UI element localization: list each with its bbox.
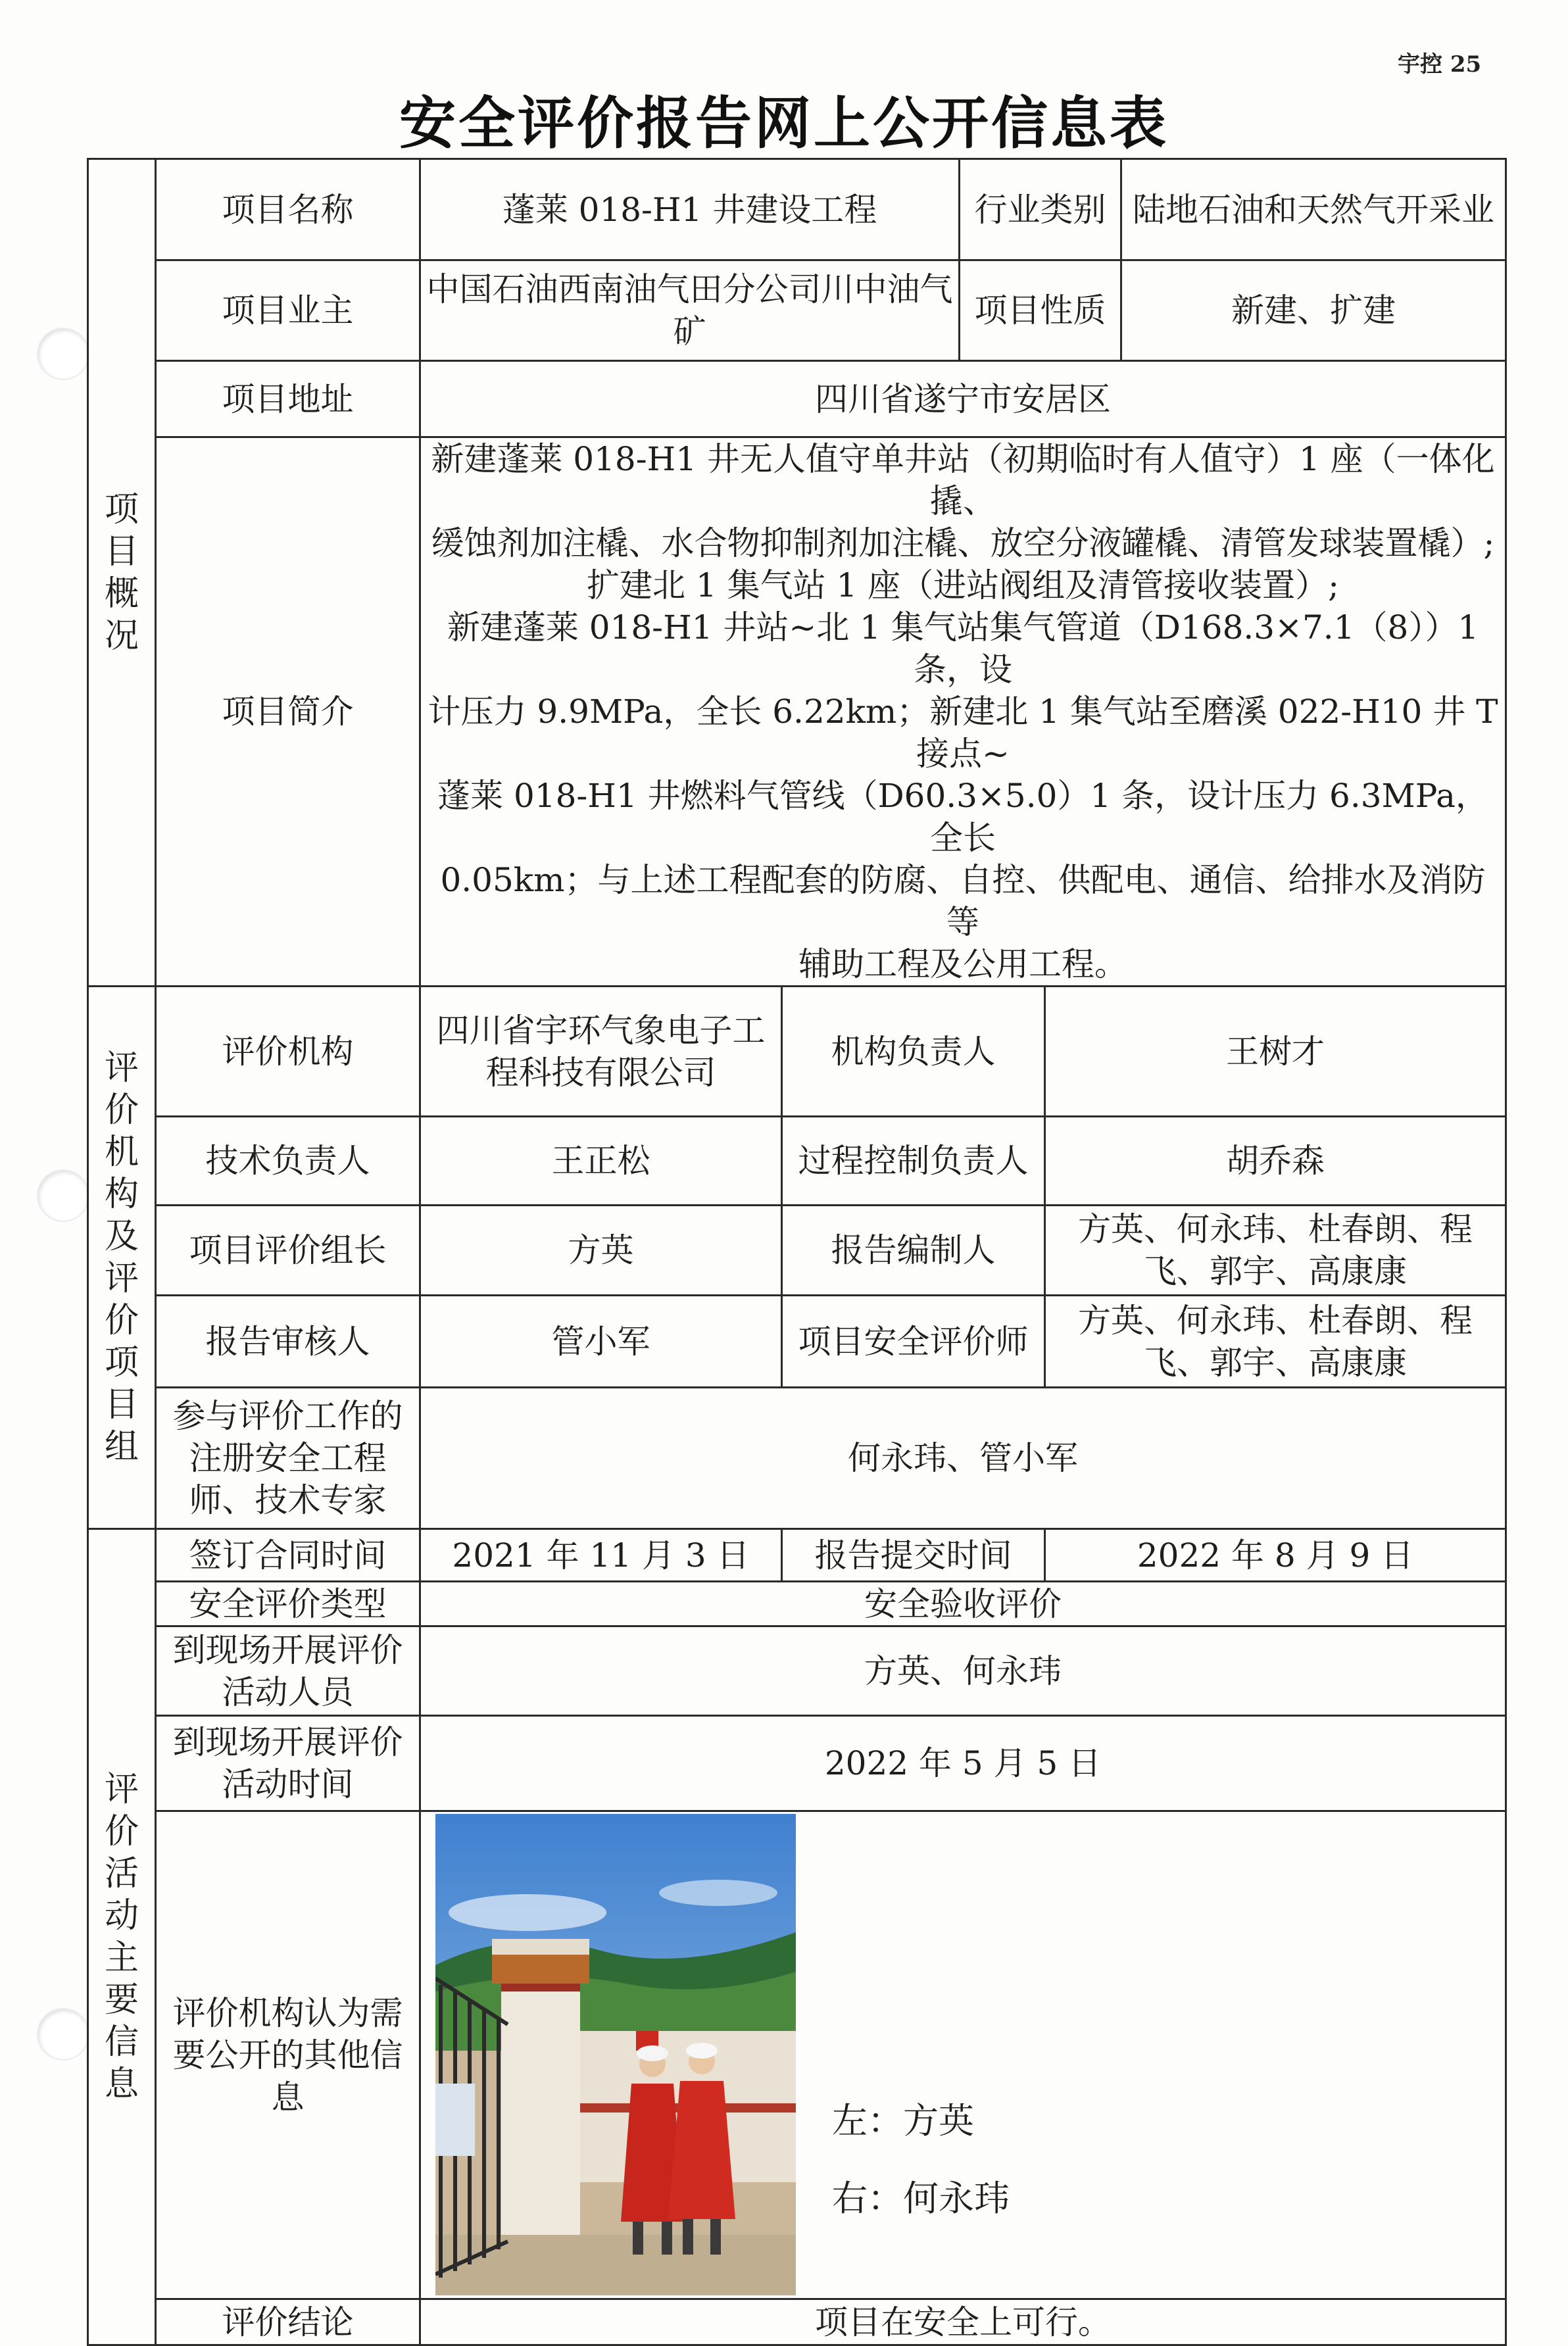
project-address-value: 四川省遂宁市安居区	[420, 361, 1506, 437]
industry-label: 行业类别	[960, 159, 1121, 260]
photo-caption-left: 左：方英	[832, 2100, 974, 2141]
project-address-label: 项目地址	[156, 361, 420, 437]
intro-line: 新建蓬莱 018-H1 井站~北 1 集气站集气管道（D168.3×7.1（8））1 条，设	[447, 608, 1479, 689]
conclusion-value: 项目在安全上可行。	[420, 2299, 1506, 2345]
intro-line: 缓蚀剂加注橇、水合物抑制剂加注橇、放空分液罐橇、清管发球装置橇）;	[431, 524, 1495, 562]
other-info-value	[420, 1811, 1506, 2299]
project-owner-label: 项目业主	[156, 260, 420, 361]
onsite-time-value: 2022 年 5 月 5 日	[420, 1716, 1506, 1811]
project-name-value: 蓬莱 018-H1 井建设工程	[420, 159, 960, 260]
evaluation-type-label: 安全评价类型	[156, 1582, 420, 1626]
onsite-time-label: 到现场开展评价活动时间	[156, 1716, 420, 1811]
team-leader-label: 项目评价组长	[156, 1206, 420, 1296]
submit-date-value: 2022 年 8 月 9 日	[1045, 1529, 1506, 1582]
row-experts	[88, 1388, 1506, 1529]
reviewer-label: 报告审核人	[156, 1296, 420, 1388]
page-title: 安全评价报告网上公开信息表	[399, 90, 1169, 157]
industry-value: 陆地石油和天然气开采业	[1121, 159, 1506, 260]
row-other-info	[88, 1811, 1506, 2299]
intro-line: 蓬莱 018-H1 井燃料气管线（D60.3×5.0）1 条，设计压力 6.3MPa，全长	[437, 777, 1488, 857]
tech-lead-value: 王正松	[420, 1117, 782, 1206]
conclusion-label: 评价结论	[156, 2299, 420, 2345]
agency-head-label: 机构负责人	[782, 987, 1045, 1117]
contract-date-value: 2021 年 11 月 3 日	[420, 1529, 782, 1582]
site-photo	[435, 1814, 796, 2295]
row-project-owner	[88, 260, 1506, 361]
project-nature-value: 新建、扩建	[1121, 260, 1506, 361]
process-control-label: 过程控制负责人	[782, 1117, 1045, 1206]
project-intro-value	[420, 437, 1506, 987]
report-writer-value: 方英、何永玮、杜春朗、程飞、郭宇、高康康	[1045, 1206, 1506, 1296]
photo-caption-right: 右：何永玮	[832, 2178, 1010, 2219]
agency-label: 评价机构	[156, 987, 420, 1117]
row-team-leader	[88, 1206, 1506, 1296]
submit-date-label: 报告提交时间	[782, 1529, 1045, 1582]
agency-head-value: 王树才	[1045, 987, 1506, 1117]
row-evaluation-type	[88, 1582, 1506, 1626]
experts-value: 何永玮、管小军	[420, 1388, 1506, 1529]
other-info-label: 评价机构认为需要公开的其他信息	[156, 1811, 420, 2299]
process-control-value: 胡乔森	[1045, 1117, 1506, 1206]
section-overview-label: 项目概况	[88, 159, 156, 987]
section-org-label: 评价机构及评价项目组	[88, 987, 156, 1529]
agency-value: 四川省宇环气象电子工程科技有限公司	[420, 987, 782, 1117]
disclosure-table	[87, 158, 1507, 2346]
row-onsite-time	[88, 1716, 1506, 1811]
project-owner-value: 中国石油西南油气田分公司川中油气矿	[420, 260, 960, 361]
safety-assessor-value: 方英、何永玮、杜春朗、程飞、郭宇、高康康	[1045, 1296, 1506, 1388]
punch-hole	[38, 2009, 88, 2059]
safety-assessor-label: 项目安全评价师	[782, 1296, 1045, 1388]
row-agency	[88, 987, 1506, 1117]
onsite-people-label: 到现场开展评价活动人员	[156, 1626, 420, 1716]
tech-lead-label: 技术负责人	[156, 1117, 420, 1206]
row-conclusion	[88, 2299, 1506, 2345]
row-reviewer	[88, 1296, 1506, 1388]
team-leader-value: 方英	[420, 1206, 782, 1296]
project-name-label: 项目名称	[156, 159, 420, 260]
intro-line: 计压力 9.9MPa，全长 6.22km；新建北 1 集气站至磨溪 022-H10 井 T 接点~	[428, 693, 1498, 773]
row-project-address	[88, 361, 1506, 437]
intro-line: 扩建北 1 集气站 1 座（进站阀组及清管接收装置）;	[586, 566, 1340, 604]
row-tech-lead	[88, 1117, 1506, 1206]
intro-line: 新建蓬莱 018-H1 井无人值守单井站（初期临时有人值守）1 座（一体化撬、	[431, 440, 1495, 520]
intro-line: 辅助工程及公用工程。	[798, 945, 1127, 983]
document-code: 宇控 25	[1398, 51, 1482, 78]
report-writer-label: 报告编制人	[782, 1206, 1045, 1296]
experts-label: 参与评价工作的注册安全工程师、技术专家	[156, 1388, 420, 1529]
intro-line: 0.05km；与上述工程配套的防腐、自控、供配电、通信、给排水及消防等	[440, 861, 1486, 941]
row-contract-date	[88, 1529, 1506, 1582]
reviewer-value: 管小军	[420, 1296, 782, 1388]
row-onsite-people	[88, 1626, 1506, 1716]
section-activity-label: 评价活动主要信息	[88, 1529, 156, 2345]
row-project-intro	[88, 437, 1506, 987]
onsite-people-value: 方英、何永玮	[420, 1626, 1506, 1716]
evaluation-type-value: 安全验收评价	[420, 1582, 1506, 1626]
contract-date-label: 签订合同时间	[156, 1529, 420, 1582]
row-project-name	[88, 159, 1506, 260]
punch-hole	[38, 329, 88, 379]
punch-hole	[38, 1171, 88, 1221]
project-nature-label: 项目性质	[960, 260, 1121, 361]
project-intro-label: 项目简介	[156, 437, 420, 987]
